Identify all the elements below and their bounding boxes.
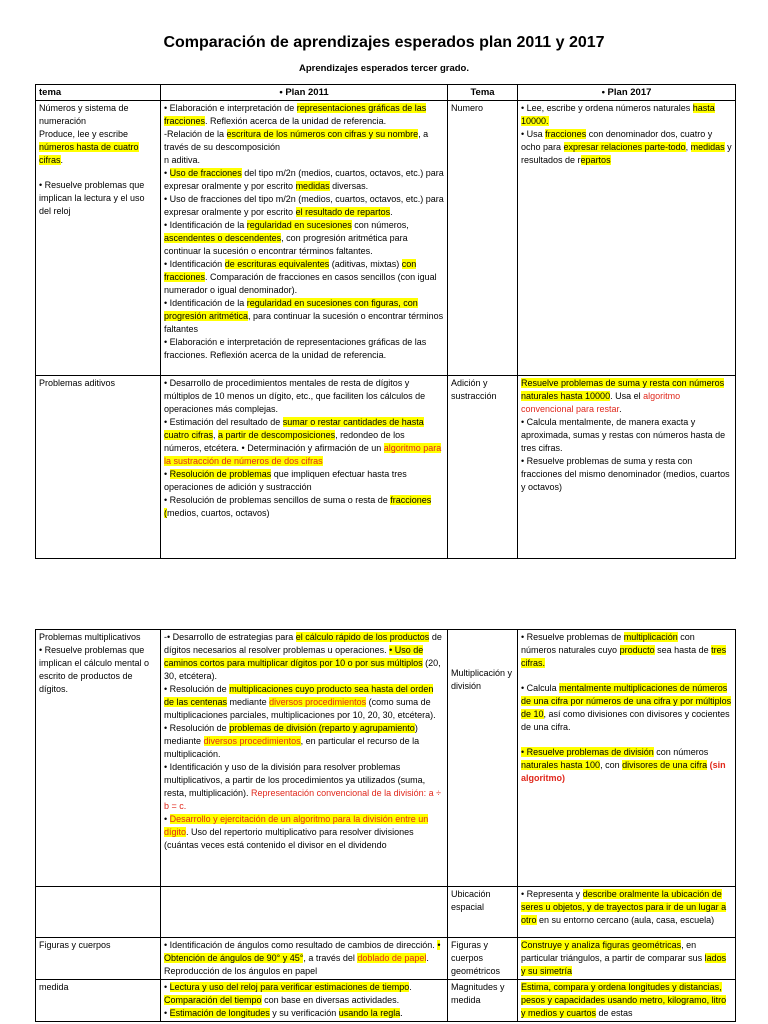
text-run: hasta 10000. (521, 103, 715, 126)
text-run: multiplicación (623, 632, 678, 642)
text-run: ) mediante (164, 723, 418, 746)
text-run: , a través del (303, 953, 358, 963)
text-run: ascendentes o descendentes (164, 233, 282, 243)
cell-paragraph (39, 167, 157, 179)
text-run: , (213, 430, 219, 440)
text-run: números hasta de cuatro cifras (39, 142, 139, 165)
cell-plan2017 (518, 887, 736, 938)
text-run: fracciones ( (164, 495, 432, 518)
text-run: a partir de descomposiciones (218, 430, 336, 440)
text-run: Ubicación espacial (451, 889, 491, 912)
cell-paragraph (39, 939, 157, 952)
cell-paragraph (164, 722, 444, 761)
text-run: diversos procedimientos (203, 736, 301, 746)
table-header-row (36, 85, 736, 101)
text-run: • Resuelve problemas de suma y resta con fracciones del mismo denominador (medios, cuartos y octavos) (521, 456, 730, 492)
text-run: • Representa y (521, 889, 583, 899)
text-run: . Usa el (610, 391, 644, 401)
cell-paragraph (164, 631, 444, 683)
text-run: . (400, 1008, 403, 1018)
cell-plan2011 (161, 887, 448, 938)
text-run: • Resuelve problemas que implican la lectura y el uso del reloj (39, 180, 145, 216)
text-run: fracciones (545, 129, 587, 139)
text-run: con fracciones (164, 259, 417, 282)
cell-paragraph (521, 102, 732, 128)
text-run: Representación convencional de la división: a ÷ b = c. (164, 788, 442, 811)
text-run: • (164, 168, 170, 178)
text-run: medios, cuartos, octavos) (167, 508, 270, 518)
cell-tema2 (448, 938, 518, 980)
text-run: medidas (690, 142, 725, 152)
text-run: epartos (580, 155, 611, 165)
cell-paragraph (521, 734, 732, 746)
cell-paragraph (521, 631, 732, 670)
cell-paragraph (164, 219, 444, 258)
text-run: problemas de división (reparto y agrupamiento (229, 723, 415, 733)
cell-paragraph (164, 761, 444, 813)
text-run: • Calcula mentalmente, de manera exacta y aproximada, sumas y restas con números hasta de tres cifras. (521, 417, 726, 453)
header-tema2: Tema (448, 85, 518, 101)
text-run: Resolución de problemas (169, 469, 272, 479)
text-run: con base en diversas actividades. (261, 995, 400, 1005)
cell-plan2011 (161, 376, 448, 559)
text-run: Comparación del tiempo (164, 995, 262, 1005)
cell-tema (36, 630, 161, 887)
text-run: , con progresión aritmética para continuar la sucesión o encontrar términos faltantes. (164, 233, 408, 256)
cell-paragraph (164, 297, 444, 336)
text-run: que impliquen efectuar hasta tres operaciones de adición y sustracción (164, 469, 407, 492)
cell-paragraph (39, 179, 157, 218)
text-run: y su verificación (269, 1008, 339, 1018)
cell-paragraph (39, 102, 157, 128)
cell-paragraph (164, 336, 444, 362)
text-run: • Identificación de ángulos como resultado de cambios de dirección. (164, 940, 438, 950)
text-run: , (685, 142, 691, 152)
table-row (36, 980, 736, 1022)
cell-paragraph (164, 416, 444, 468)
table-row (36, 376, 736, 559)
text-run: de estas (596, 1008, 633, 1018)
text-run: Figuras y cuerpos geométricos (451, 940, 501, 976)
cell-paragraph (39, 644, 157, 696)
text-run: con números (653, 747, 709, 757)
cell-paragraph (451, 667, 514, 693)
text-run: tres cifras. (521, 645, 727, 668)
text-run: (aditivas, mixtas) (329, 259, 402, 269)
text-run: Produce, lee y escribe (39, 129, 129, 139)
text-run: Estima, compara y ordena longitudes y distancias, pesos y capacidades usando metro, kilogramo, litro y medios y cuartos (521, 982, 727, 1018)
cell-paragraph (451, 631, 514, 643)
text-run: , en particular el recurso de la multiplicación. (164, 736, 420, 759)
text-run: , para continuar la sucesión o encontrar términos faltantes (164, 311, 444, 334)
cell-plan2017 (518, 938, 736, 980)
text-run: con números, (351, 220, 409, 230)
text-run: • Elaboración e interpretación de (164, 103, 297, 113)
cell-paragraph (164, 939, 444, 978)
text-run: (20, 30, etcétera). (164, 658, 441, 681)
text-run: . Comparación de fracciones en casos sencillos (con igual numerador o igual denominador). (164, 272, 437, 295)
text-run: • Lee, escribe y ordena números naturales (521, 103, 693, 113)
cell-paragraph (521, 416, 732, 455)
text-run: , a través de su descomposición (164, 129, 429, 152)
text-run: (sin algoritmo) (521, 760, 726, 783)
comparison-table-page1 (35, 84, 736, 559)
text-run: • Calcula (521, 683, 560, 693)
header-plan2017: • Plan 2017 (518, 85, 736, 101)
comparison-table-page2 (35, 629, 736, 1022)
text-run: Resuelve problemas de suma y resta con números naturales hasta 10000 (521, 378, 725, 401)
text-run: algoritmo para la sustracción de números de dos cifras (164, 443, 442, 466)
cell-plan2011 (161, 980, 448, 1022)
cell-paragraph (164, 154, 444, 167)
cell-paragraph (164, 377, 444, 416)
text-run: (como suma de multiplicaciones parciales, multiplicaciones por 10, 20, 30, etcétera). (164, 697, 436, 720)
cell-paragraph (39, 631, 157, 644)
cell-tema2 (448, 101, 518, 376)
text-run: expresar relaciones parte-todo (563, 142, 686, 152)
text-run: • Resuelve problemas que implican el cálculo mental o escrito de productos de dígitos. (39, 645, 150, 694)
cell-paragraph (451, 888, 514, 914)
text-run: lados y su simetría (521, 953, 727, 976)
cell-tema (36, 887, 161, 938)
text-run: • Identificación (164, 259, 225, 269)
text-run: producto (619, 645, 655, 655)
cell-paragraph (521, 670, 732, 682)
text-run: . (390, 207, 393, 217)
cell-paragraph (164, 1007, 444, 1020)
text-run: Magnitudes y medida (451, 982, 505, 1005)
cell-paragraph (164, 258, 444, 297)
text-run: • Resolución de (164, 684, 230, 694)
text-run: doblado de papel (357, 953, 427, 963)
text-run: divisores de una cifra (622, 760, 708, 770)
cell-paragraph (39, 377, 157, 390)
cell-plan2017 (518, 980, 736, 1022)
table-row (36, 101, 736, 376)
table-row (36, 938, 736, 980)
text-run: . (619, 404, 622, 414)
text-run: , así como divisiones con divisores y cocientes de una cifra. (521, 709, 730, 732)
cell-paragraph (451, 643, 514, 655)
text-run: multiplicaciones cuyo producto sea hasta del orden de las centenas (164, 684, 434, 707)
text-run: Numero (451, 103, 484, 113)
cell-paragraph (39, 128, 157, 167)
text-run: diversas. (329, 181, 369, 191)
text-run: • Uso de fracciones del tipo m/2n (medios, cuartos, octavos, etc.) para expresar oralmente y por escrito (164, 194, 444, 217)
text-run: mentalmente multiplicaciones de números de una cifra por números de una cifra y por múltiplos de 10 (521, 683, 732, 719)
text-run: Números y sistema de numeración (39, 103, 129, 126)
text-run: • Uso de caminos cortos para multiplicar dígitos por 10 o por sus múltiplos (164, 645, 424, 668)
document-title: Comparación de aprendizajes esperados plan 2011 y 2017 (163, 34, 605, 51)
cell-paragraph (164, 193, 444, 219)
text-run: Figuras y cuerpos (39, 940, 111, 950)
text-run: , en particular triángulos, a partir de comparar sus (521, 940, 705, 963)
cell-tema2 (448, 887, 518, 938)
text-run: -Relación de la (164, 129, 227, 139)
text-run: Desarrollo y ejercitación de un algoritmo para la división entre un dígito (164, 814, 429, 837)
cell-paragraph (521, 455, 732, 494)
cell-tema2 (448, 980, 518, 1022)
cell-plan2011 (161, 630, 448, 887)
cell-tema2 (448, 376, 518, 559)
text-run: • Resolución de (164, 723, 230, 733)
cell-paragraph (164, 468, 444, 494)
text-run: Estimación de longitudes (169, 1008, 270, 1018)
table-row (36, 887, 736, 938)
text-run: el cálculo rápido de los productos (295, 632, 430, 642)
cell-paragraph (521, 939, 732, 978)
text-run: . Uso del repertorio multiplicativo para resolver divisiones (cuántas veces está contenido el divisor en el dividendo (164, 827, 414, 850)
document-subtitle: Aprendizajes esperados tercer grado. (298, 63, 469, 74)
text-run: • (164, 814, 170, 824)
text-run: • Desarrollo de procedimientos mentales de resta de dígitos y múltiplos de 10 menos un dígito, etc., que faciliten los cálculos de operaciones más complejas. (164, 378, 426, 414)
text-run: de dígitos necesarios al resolver problemas u operaciones. (164, 632, 442, 655)
cell-tema (36, 938, 161, 980)
table-row (36, 630, 736, 887)
text-run: • Identificación de la (164, 220, 247, 230)
text-run: Construye y analiza figuras geométricas (521, 940, 682, 950)
text-run: Problemas aditivos (39, 378, 116, 388)
text-run: , con (600, 760, 623, 770)
text-run: representaciones gráficas de las fracciones (164, 103, 427, 126)
text-run: • Identificación y uso de la división para resolver problemas multiplicativos, a partir de los procedimientos ya utilizados (suma, resta, multiplicación). (164, 762, 426, 798)
text-run: • Elaboración e interpretación de representaciones gráficas de las fracciones. Reflexión acerca de la unidad de referencia. (164, 337, 427, 360)
text-run: • (164, 1008, 170, 1018)
cell-tema (36, 101, 161, 376)
text-run: • Resolución de problemas sencillos de suma o resta de (164, 495, 391, 505)
cell-paragraph (451, 377, 514, 403)
cell-plan2017 (518, 376, 736, 559)
text-run: diversos procedimientos (269, 697, 367, 707)
cell-tema2 (448, 630, 518, 887)
cell-paragraph (164, 494, 444, 520)
cell-paragraph (39, 981, 157, 994)
cell-paragraph (164, 683, 444, 722)
text-run: , redondeo de los números, etcétera. • Determinación y afirmación de un (164, 430, 405, 453)
text-run: . Reproducción de los ángulos en papel (164, 953, 429, 976)
cell-plan2017 (518, 101, 736, 376)
text-run: n aditiva. (164, 155, 201, 165)
cell-plan2011 (161, 101, 448, 376)
cell-paragraph (451, 655, 514, 667)
cell-paragraph (521, 981, 732, 1020)
text-run: mediante (227, 697, 270, 707)
cell-paragraph (521, 746, 732, 785)
text-run: sumar o restar cantidades de hasta cuatro cifras (164, 417, 424, 440)
text-run: . (409, 982, 412, 992)
cell-paragraph (451, 939, 514, 978)
text-run: • Usa (521, 129, 546, 139)
cell-paragraph (451, 981, 514, 1007)
cell-plan2011 (161, 938, 448, 980)
cell-paragraph (164, 813, 444, 852)
text-run: regularidad en sucesiones con figuras, con progresión aritmética (164, 298, 418, 321)
text-run: algoritmo convencional para restar (521, 391, 681, 414)
text-run: naturales hasta 100 (521, 760, 601, 770)
text-run: Adición y sustracción (451, 378, 497, 401)
cell-paragraph (164, 102, 444, 128)
header-tema: tema (36, 85, 161, 101)
text-run: medida (39, 982, 69, 992)
text-run: -• Desarrollo de estrategias para (164, 632, 296, 642)
cell-paragraph (521, 377, 732, 416)
text-run: en su entorno cercano (aula, casa, escuela) (536, 915, 715, 925)
header-plan2011: • Plan 2011 (161, 85, 448, 101)
text-run: • Obtención de ángulos de 90° y 45° (164, 940, 441, 963)
cell-paragraph (164, 128, 444, 154)
text-run: con números naturales cuyo (521, 632, 695, 655)
cell-paragraph (164, 981, 444, 1007)
cell-tema (36, 376, 161, 559)
text-run: medidas (295, 181, 330, 191)
cell-paragraph (521, 682, 732, 734)
text-run: • (164, 469, 170, 479)
text-run: Problemas multiplicativos (39, 632, 141, 642)
text-run: • Resuelve problemas de (521, 632, 624, 642)
cell-paragraph (164, 167, 444, 193)
text-run: • Resuelve problemas de división (521, 747, 654, 757)
text-run: regularidad en sucesiones (246, 220, 352, 230)
text-run: usando la regla (338, 1008, 401, 1018)
text-run: sea hasta de (654, 645, 712, 655)
text-run: describe oralmente la ubicación de seres u objetos, y de trayectos para ir de un lugar a otro (521, 889, 727, 925)
text-run: Lectura y uso del reloj para verificar estimaciones de tiempo (169, 982, 410, 992)
text-run: . Reflexión acerca de la unidad de referencia. (205, 116, 387, 126)
text-run: del tipo m/2n (medios, cuartos, octavos, etc.) para expresar oralmente y por escrito (164, 168, 444, 191)
text-run: . (60, 155, 64, 165)
text-run: • Estimación del resultado de (164, 417, 283, 427)
text-run: Uso de fracciones (169, 168, 242, 178)
text-run: de escrituras equivalentes (224, 259, 330, 269)
cell-paragraph (451, 102, 514, 115)
cell-paragraph (521, 128, 732, 167)
text-run: y resultados de r (521, 142, 732, 165)
cell-plan2017 (518, 630, 736, 887)
text-run: Multiplicación y división (451, 668, 513, 691)
text-run: escritura de los números con cifras y su nombre (226, 129, 419, 139)
cell-tema (36, 980, 161, 1022)
text-run: • (164, 982, 170, 992)
cell-paragraph (521, 888, 732, 927)
text-run: con denominador dos, cuatro y ocho para (521, 129, 713, 152)
text-run: • Identificación de la (164, 298, 247, 308)
text-run: el resultado de repartos (295, 207, 391, 217)
